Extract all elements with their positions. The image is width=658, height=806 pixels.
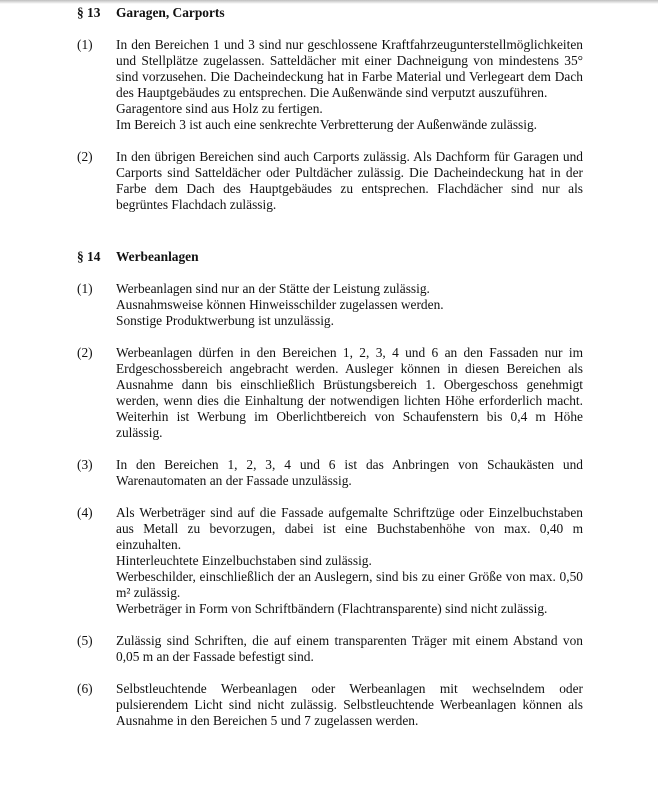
section-14-paragraph-1 bbox=[77, 281, 583, 329]
paragraph-body bbox=[116, 281, 583, 329]
paragraph-body bbox=[116, 633, 583, 665]
section-14-paragraph-3 bbox=[77, 457, 583, 489]
paragraph-text: In den übrigen Bereichen sind auch Carports zulässig. Als Dachform für Garagen und Carports sind Satteldächer oder Pultdächer zulässig. Die Dacheindeckung hat in der Farbe dem Dach des Hauptgebäudes zu entsprechen. Flachdächer sind nur als begrüntes Flachdach zulässig. bbox=[116, 149, 583, 212]
paragraph-text: Selbstleuchtende Werbeanlagen oder Werbeanlagen mit wechselndem oder pulsierendem Licht sind nicht zulässig. Selbstleuchtende Werbeanlagen können als Ausnahme in den Bereichen 5 und 7 zugelassen werden. bbox=[116, 681, 583, 728]
paragraph-text: Ausnahmsweise können Hinweisschilder zugelassen werden. bbox=[116, 297, 444, 312]
section-title: Garagen, Carports bbox=[116, 5, 225, 20]
paragraph-number: (1) bbox=[77, 281, 93, 296]
section-14-paragraph-4 bbox=[77, 505, 583, 617]
paragraph-text: Werbeschilder, einschließlich der an Auslegern, sind bis zu einer Größe von max. 0,50 m² zulässig. bbox=[116, 569, 583, 600]
paragraph-text: Sonstige Produktwerbung ist unzulässig. bbox=[116, 313, 334, 328]
paragraph-number: (4) bbox=[77, 505, 93, 520]
paragraph-number: (2) bbox=[77, 149, 93, 164]
paragraph-number: (3) bbox=[77, 457, 93, 472]
section-14-paragraph-6 bbox=[77, 681, 583, 729]
paragraph-body bbox=[116, 149, 583, 213]
paragraph-text: Garagentore sind aus Holz zu fertigen. bbox=[116, 101, 323, 116]
paragraph-body bbox=[116, 681, 583, 729]
section-number: § 13 bbox=[77, 5, 101, 20]
paragraph-number: (5) bbox=[77, 633, 93, 648]
paragraph-text: In den Bereichen 1, 2, 3, 4 und 6 ist das Anbringen von Schaukästen und Warenautomaten an der Fassade unzulässig. bbox=[116, 457, 583, 488]
document-page bbox=[77, 5, 583, 745]
section-spacer bbox=[77, 229, 583, 249]
paragraph-number: (1) bbox=[77, 37, 93, 52]
paragraph-text: Werbeträger in Form von Schriftbändern (Flachtransparente) sind nicht zulässig. bbox=[116, 601, 548, 616]
paragraph-text: Zulässig sind Schriften, die auf einem transparenten Träger mit einem Abstand von 0,05 m an der Fassade befestigt sind. bbox=[116, 633, 583, 664]
section-13-paragraph-1 bbox=[77, 37, 583, 133]
paragraph-text: Hinterleuchtete Einzelbuchstaben sind zulässig. bbox=[116, 553, 372, 568]
section-14-paragraph-2 bbox=[77, 345, 583, 441]
section-14-heading bbox=[77, 249, 583, 265]
section-13-heading bbox=[77, 5, 583, 21]
paragraph-text: Werbeanlagen dürfen in den Bereichen 1, 2, 3, 4 und 6 an den Fassaden nur im Erdgeschossbereich angebracht werden. Ausleger können in diesen Bereichen als Ausnahme dann bis einschließlich Brüstungsbereich 1. Obergeschoss genehmigt werden, wenn dies die Einhaltung der notwendigen lichten Höhe erforderlich macht. Weiterhin ist Werbung im Oberlichtbereich von Schaufenstern bis 0,4 m Höhe zulässig. bbox=[116, 345, 583, 440]
paragraph-text: Als Werbeträger sind auf die Fassade aufgemalte Schriftzüge oder Einzelbuchstaben aus Metall zu bevorzugen, dabei ist eine Buchstabenhöhe von max. 0,40 m einzuhalten. bbox=[116, 505, 583, 552]
section-13-paragraph-2 bbox=[77, 149, 583, 213]
paragraph-number: (2) bbox=[77, 345, 93, 360]
paragraph-body bbox=[116, 345, 583, 441]
section-title: Werbeanlagen bbox=[116, 249, 199, 264]
viewer-top-shadow bbox=[0, 0, 658, 4]
paragraph-body bbox=[116, 37, 583, 133]
paragraph-body bbox=[116, 457, 583, 489]
paragraph-text: Im Bereich 3 ist auch eine senkrechte Verbretterung der Außenwände zulässig. bbox=[116, 117, 538, 132]
paragraph-text: In den Bereichen 1 und 3 sind nur geschlossene Kraftfahrzeugunterstellmöglichkeiten und Stellplätze zugelassen. Satteldächer mit einer Dachneigung von mindestens 35° sind vorzusehen. Die Dacheindeckung hat in Farbe Material und Verlegeart dem Dach des Hauptgebäudes zu entsprechen. Die Außenwände sind verputzt auszuführen. bbox=[116, 37, 583, 100]
paragraph-number: (6) bbox=[77, 681, 93, 696]
section-14-paragraph-5 bbox=[77, 633, 583, 665]
section-number: § 14 bbox=[77, 249, 101, 264]
paragraph-text: Werbeanlagen sind nur an der Stätte der Leistung zulässig. bbox=[116, 281, 430, 296]
paragraph-body bbox=[116, 505, 583, 617]
